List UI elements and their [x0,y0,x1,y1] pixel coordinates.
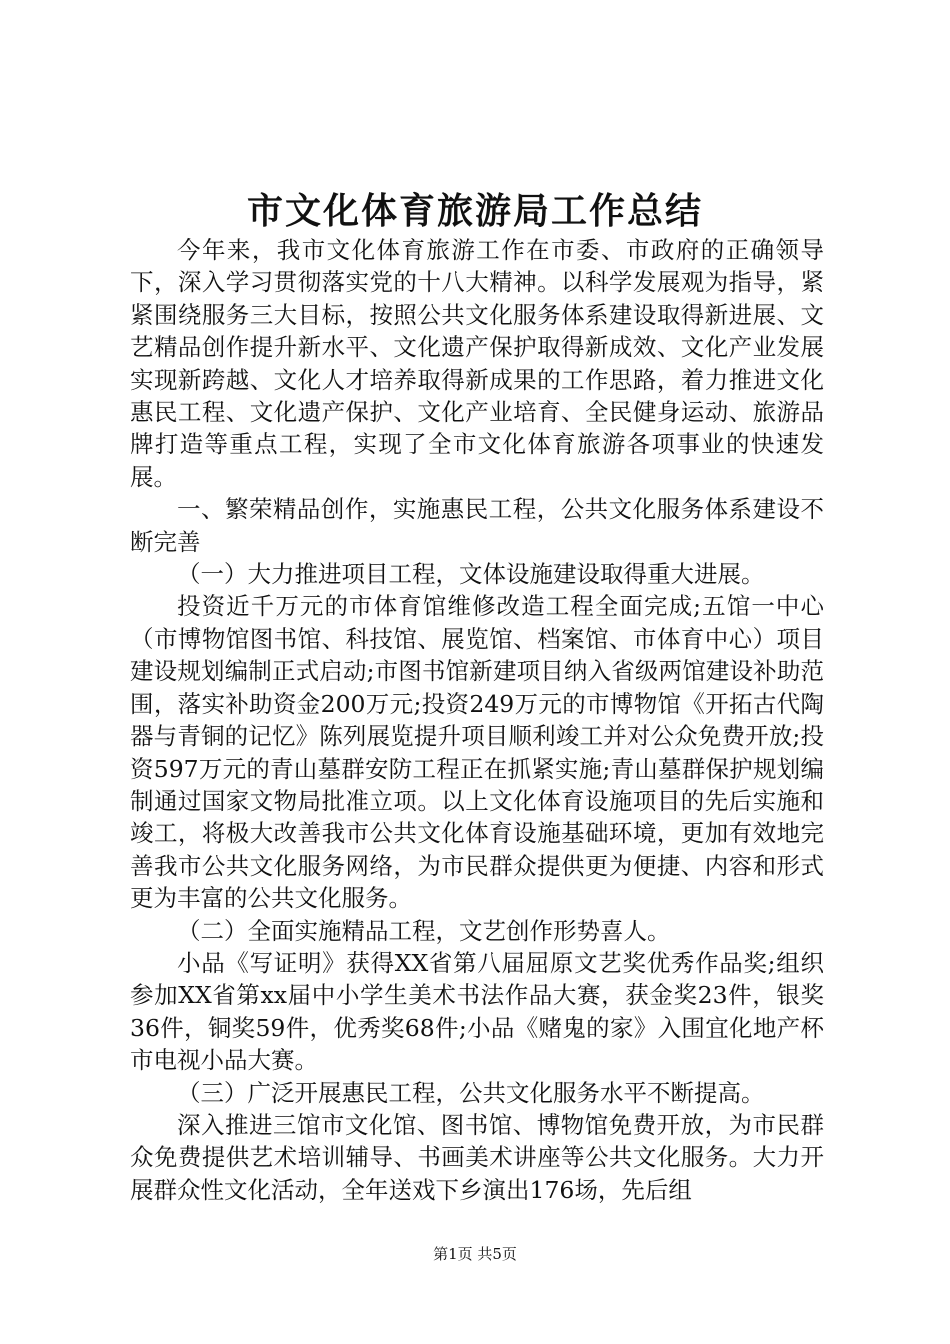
section-heading-1: 一、繁荣精品创作，实施惠民工程，公共文化服务体系建设不断完善 [130,495,824,556]
paragraph-services: 深入推进三馆市文化馆、图书馆、博物馆免费开放，为市民群众免费提供艺术培训辅导、书画美术讲座等公共文化服务。大力开展群众性文化活动，全年送戏下乡演出176场，先后组 [130,1110,824,1204]
paragraph-projects: 投资近千万元的市体育馆维修改造工程全面完成;五馆一中心（市博物馆图书馆、科技馆、展览馆、档案馆、市体育中心）项目建设规划编制正式启动;市图书馆新建项目纳入省级两馆建设补助范围，落实补助资金200万元;投资249万元的市博物馆《开拓古代陶器与青铜的记忆》陈列展览提升项目顺利竣工并对公众免费开放;投资597万元的青山墓群安防工程正在抓紧实施;青山墓群保护规划编制通过国家文物局批准立项。以上文化体育设施项目的先后实施和竣工，将极大改善我市公共文化体育设施基础环境，更加有效地完善我市公共文化服务网络，为市民群众提供更为便捷、内容和形式更为丰富的公共文化服务。 [130,592,824,913]
document-title: 市文化体育旅游局工作总结 [246,190,703,232]
paragraph-works: 小品《写证明》获得XX省第八届屈原文艺奖优秀作品奖;组织参加XX省第xx届中小学生美术书法作品大赛，获金奖23件，银奖36件，铜奖59件，优秀奖68件;小品《赌鬼的家》入围宜化地产杯市电视小品大赛。 [130,948,824,1075]
subsection-heading-1: （一）大力推进项目工程，文体设施建设取得重大进展。 [177,560,765,589]
subsection-heading-3: （三）广泛开展惠民工程，公共文化服务水平不断提高。 [177,1078,765,1107]
paragraph-intro: 今年来，我市文化体育旅游工作在市委、市政府的正确领导下，深入学习贯彻落实党的十八大精神。以科学发展观为指导，紧紧围绕服务三大目标，按照公共文化服务体系建设取得新进展、文艺精品创作提升新水平、文化遗产保护取得新成效、文化产业发展实现新跨越、文化人才培养取得新成果的工作思路，着力推进文化惠民工程、文化遗产保护、文化产业培育、全民健身运动、旅游品牌打造等重点工程，实现了全市文化体育旅游各项事业的快速发展。 [130,236,824,491]
subsection-heading-2: （二）全面实施精品工程，文艺创作形势喜人。 [177,916,671,945]
document-body [130,234,824,1206]
page-number-footer: 第1页 共5页 [433,1245,517,1263]
